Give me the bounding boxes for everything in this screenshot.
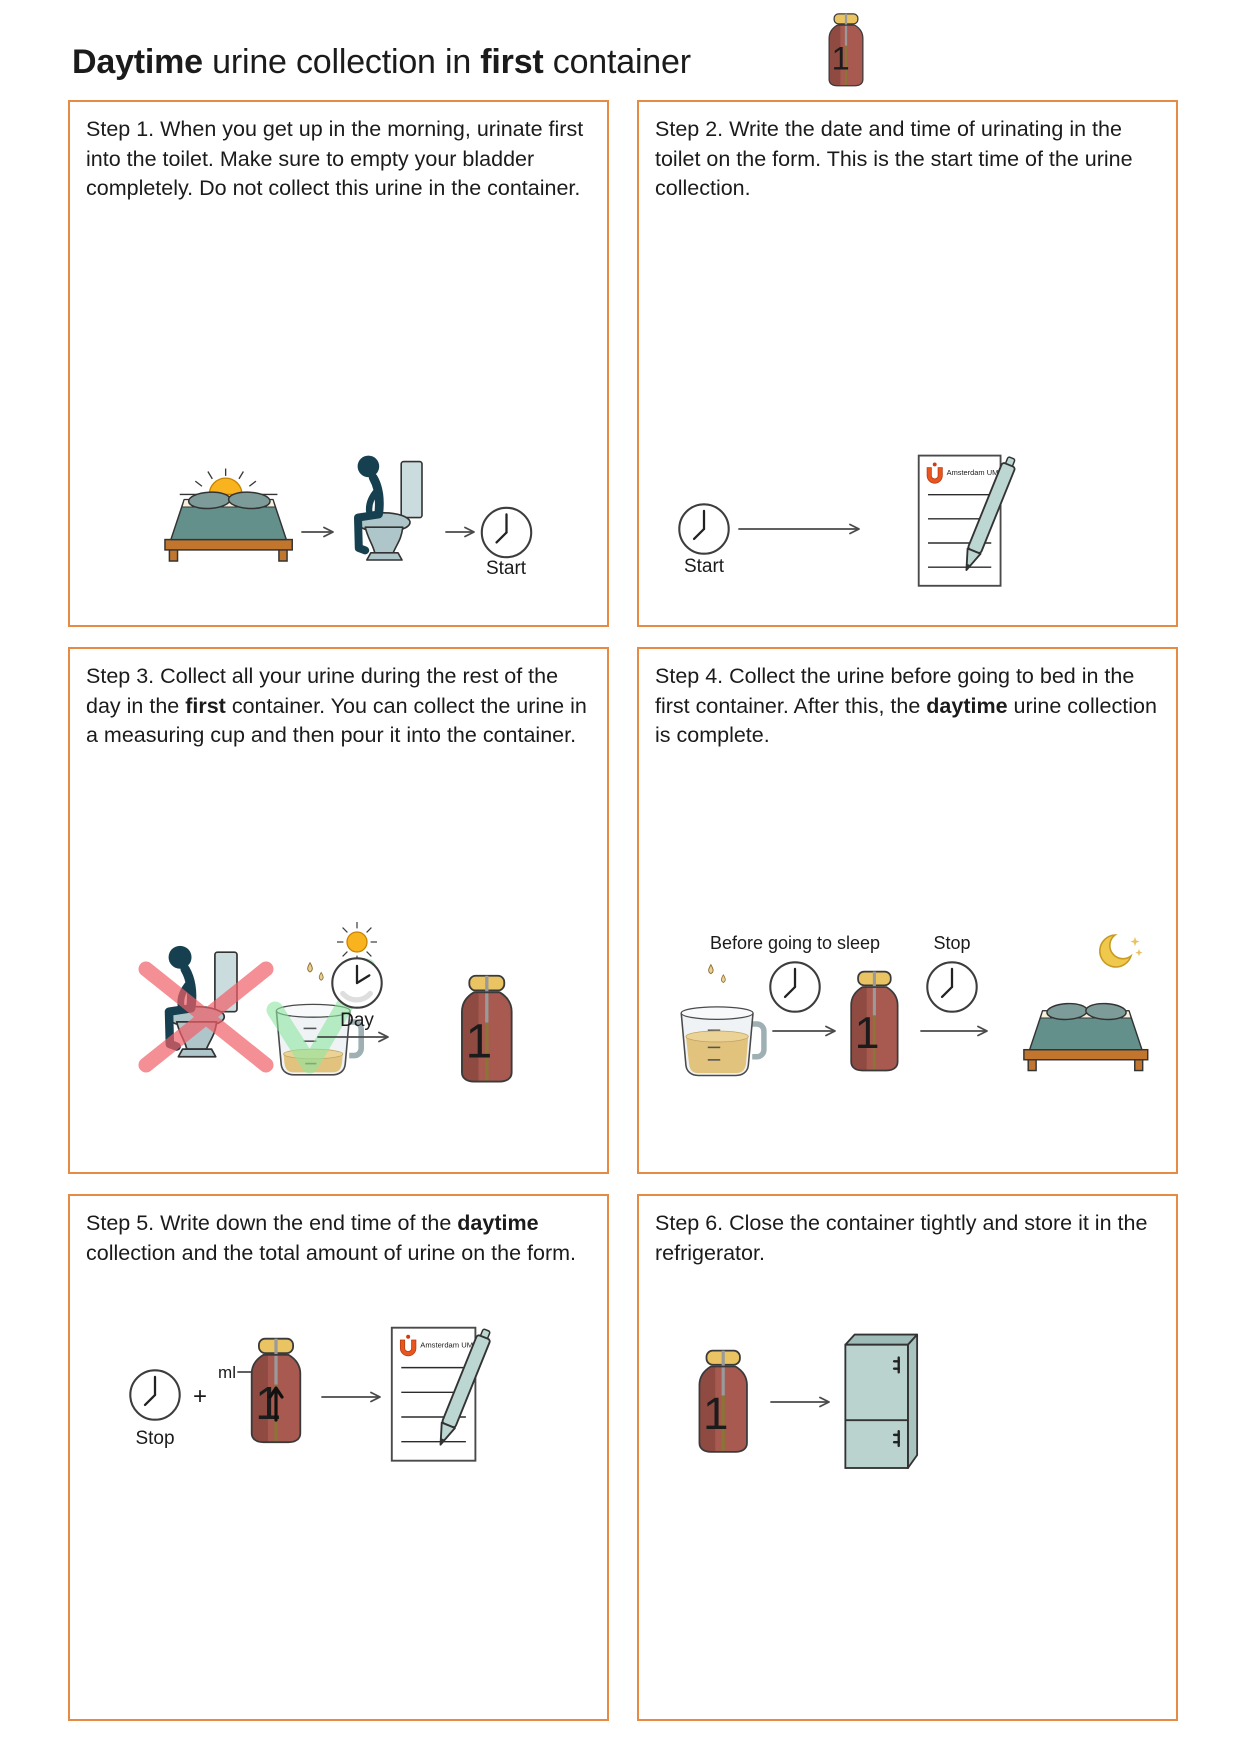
urine-drop-icon xyxy=(319,972,323,980)
clock-elapsed-icon xyxy=(332,958,381,1007)
step-5-text-bold: daytime xyxy=(457,1211,539,1235)
urine-container-icon xyxy=(699,1351,747,1452)
title-bold-daytime: Daytime xyxy=(72,42,203,81)
title-container-icon xyxy=(821,12,871,87)
urine-container-icon xyxy=(851,972,897,1071)
title-end: container xyxy=(543,42,691,81)
person-on-toilet-icon xyxy=(357,456,422,560)
form-with-pen-icon xyxy=(392,1327,494,1460)
arrow-icon xyxy=(921,1027,987,1036)
moon-icon xyxy=(1100,935,1143,967)
step-2-illustration xyxy=(639,432,1176,642)
stop-label: Stop xyxy=(135,1428,175,1449)
urine-drop-icon xyxy=(709,965,714,974)
day-label: Day xyxy=(340,1010,374,1031)
title-mid: urine collection in xyxy=(202,42,481,81)
sunrise-icon xyxy=(180,469,278,495)
start-label: Start xyxy=(485,558,527,579)
step-4-box xyxy=(637,647,1178,1174)
urine-container-icon xyxy=(462,976,512,1082)
bed-sunrise-group xyxy=(165,469,292,562)
arrow-icon xyxy=(322,1393,380,1402)
arrow-icon xyxy=(771,1398,829,1407)
bed-icon xyxy=(1024,1003,1148,1071)
clock-icon xyxy=(679,504,728,553)
step-6-box xyxy=(637,1194,1178,1721)
step-3-text-post: container. You can collect the urine in a measuring cup and then pour it into the container. xyxy=(86,693,587,748)
sun-icon xyxy=(337,922,377,962)
step-1-illustration xyxy=(70,432,607,622)
plus-sign: + xyxy=(192,1383,208,1410)
step-5-illustration xyxy=(70,1292,607,1502)
step-2-box xyxy=(637,100,1178,627)
step-2-text-run: Step 2. Write the date and time of urinating in the toilet on the form. This is the start time of the urine collection. xyxy=(655,117,1133,201)
start-label: Start xyxy=(683,556,725,577)
step-3-box xyxy=(68,647,609,1174)
refrigerator-icon xyxy=(845,1335,917,1468)
clock-icon xyxy=(770,962,819,1011)
clock-icon xyxy=(927,962,976,1011)
step-3-text-bold: first xyxy=(185,693,226,718)
step-6-illustration xyxy=(639,1292,1176,1502)
step-3-illustration xyxy=(70,907,607,1092)
step-2-text xyxy=(655,115,1160,204)
arrow-icon xyxy=(446,528,474,537)
arrow-icon xyxy=(302,528,333,537)
step-3-text-pre: Step 3. Collect all your urine during the rest of the day in the xyxy=(86,664,559,718)
step-6-text-run: Step 6. Close the container tightly and store it in the refrigerator. xyxy=(655,1211,1148,1265)
step-1-text-run: Step 1. When you get up in the morning, urinate first into the toilet. Make sure to empty your bladder completely. Do not collect this urine in the container. xyxy=(86,117,584,201)
urine-drop-icon xyxy=(308,963,313,972)
title-bold-first: first xyxy=(480,42,544,81)
stop-label: Stop xyxy=(933,933,971,953)
step-4-text-post: urine collection is complete. xyxy=(655,693,1157,748)
step-5-box xyxy=(68,1194,609,1721)
step-4-text-bold: daytime xyxy=(926,693,1008,718)
step-1-text xyxy=(86,115,591,204)
step-4-illustration xyxy=(639,907,1176,1092)
arrow-icon xyxy=(773,1027,835,1036)
step-5-text-post: collection and the total amount of urine on the form. xyxy=(86,1240,577,1265)
measuring-cup-group xyxy=(681,965,764,1076)
urine-drop-icon xyxy=(721,975,725,983)
step-5-text-pre: Step 5. Write down the end time of the xyxy=(86,1211,458,1235)
page-title xyxy=(72,43,691,82)
step-1-box xyxy=(68,100,609,627)
clock-icon xyxy=(130,1370,179,1419)
clock-icon xyxy=(482,508,531,557)
step-6-text xyxy=(655,1209,1160,1268)
step-4-text-pre: Step 4. Collect the urine before going to bed in the first container. After this, the xyxy=(655,664,1135,718)
step-3-text xyxy=(86,662,591,751)
bed-icon xyxy=(165,491,292,561)
arrow-icon xyxy=(739,525,859,534)
step-5-text xyxy=(86,1209,591,1268)
before-sleep-label: Before going to sleep xyxy=(709,933,881,953)
step-4-text xyxy=(655,662,1160,751)
form-with-pen-icon xyxy=(919,455,1018,585)
ml-label: ml xyxy=(218,1363,236,1382)
